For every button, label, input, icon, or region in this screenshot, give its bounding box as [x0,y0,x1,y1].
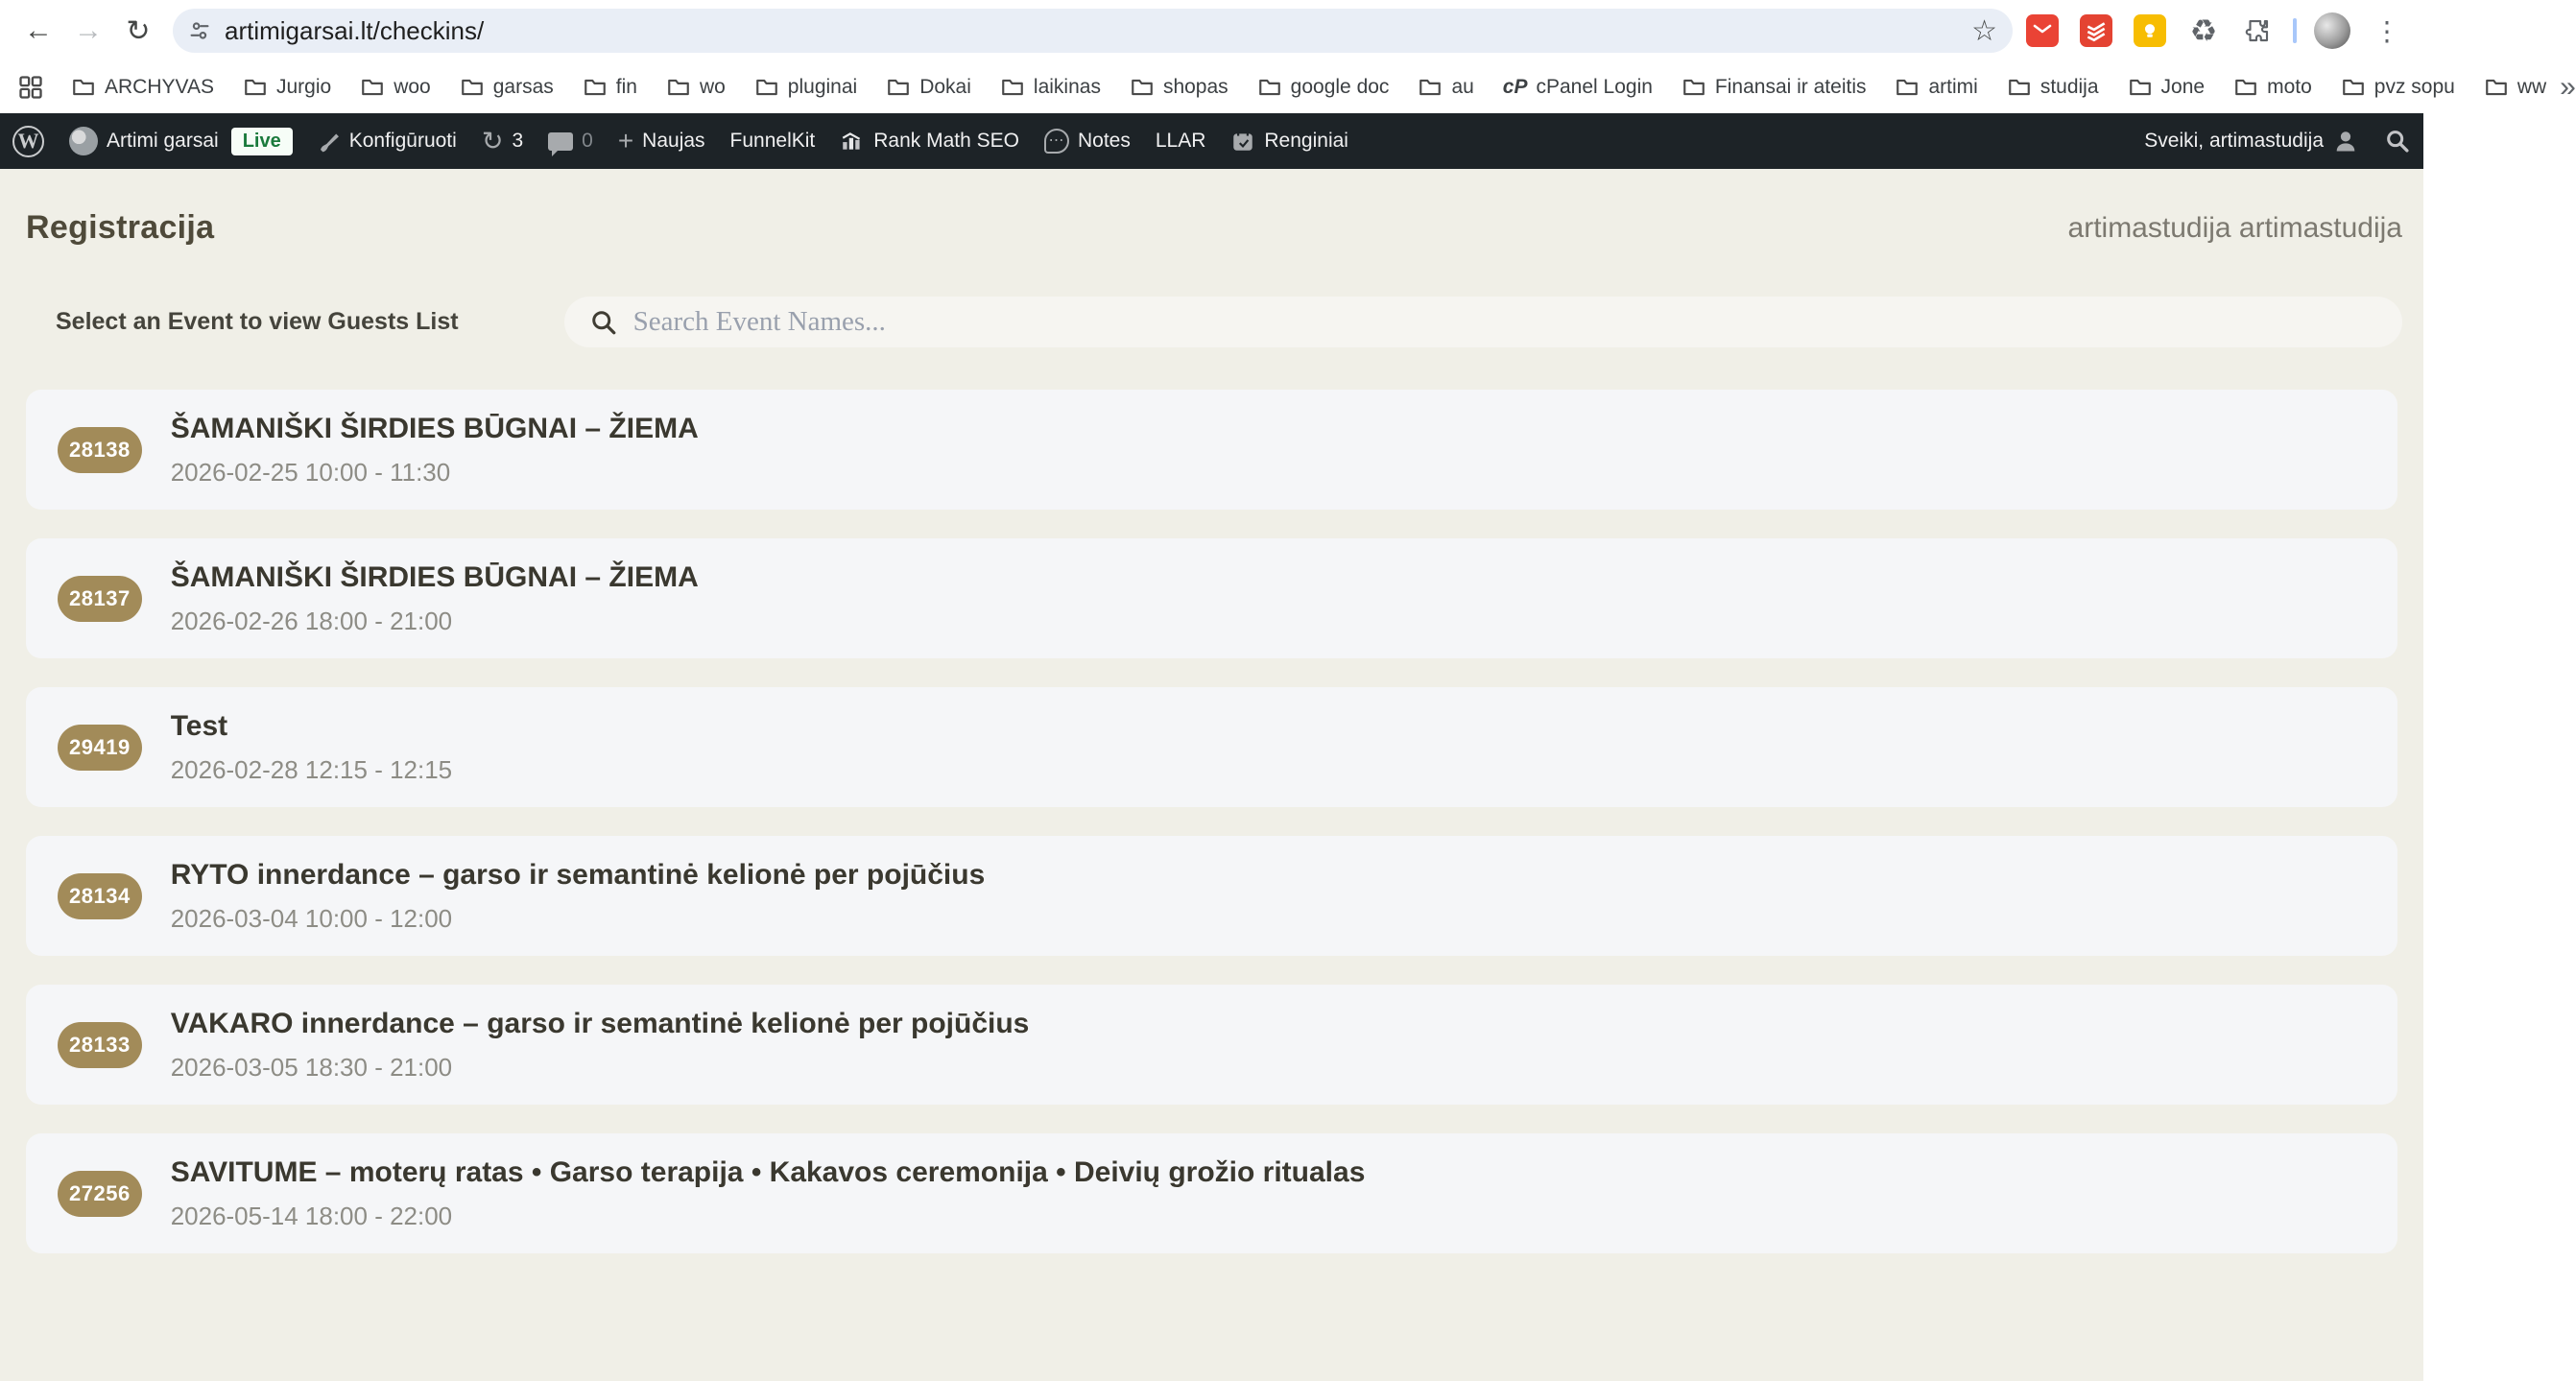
bookmark-item[interactable] [2128,75,2206,100]
updates-icon: ↻ [481,126,504,155]
gmail-extension-icon[interactable] [2024,12,2061,49]
event-id-badge: 28134 [58,873,142,919]
updates-count: 3 [512,130,524,152]
event-list [26,390,2397,1253]
updates-menu[interactable] [469,113,536,169]
toolbar-separator [2293,18,2297,43]
browser-toolbar [0,0,2423,61]
event-card[interactable] [26,1133,2397,1253]
rankmath-label: Rank Math SEO [873,130,1019,152]
bookmark-label: artimi [1928,76,1978,98]
event-search-input[interactable] [564,297,2402,347]
event-search-row [0,297,2423,347]
event-title: SAVITUME – moterų ratas • Garso terapija • Kakavos ceremonija • Deivių grožio ritualas [170,1155,1366,1188]
admin-search-icon [2384,128,2411,155]
bookmark-item[interactable] [360,75,431,100]
comments-icon [548,132,573,151]
bookmark-label: google doc [1290,76,1390,98]
brush-icon [318,130,341,153]
bookmark-label: Jone [2160,76,2206,98]
llar-label: LLAR [1155,130,1206,152]
event-body [171,859,986,934]
logged-in-user-name: artimastudija artimastudija [2067,211,2402,244]
event-time: 2026-02-26 18:00 - 21:00 [170,606,453,635]
renginiai-label: Renginiai [1264,130,1348,152]
funnelkit-menu[interactable] [718,113,828,169]
comments-menu[interactable] [536,113,606,169]
greeting-label: Sveiki, artimastudija [2144,130,2324,152]
extensions-area [2024,12,2410,49]
select-event-label: Select an Event to view Guests List [56,308,459,335]
customize-menu[interactable] [305,113,469,169]
search-field-wrap [564,297,2402,347]
bookmark-item[interactable] [666,75,726,100]
bookmark-item[interactable] [754,75,857,100]
notes-icon: ⋯ [1044,129,1069,154]
bookmark-item[interactable] [1682,75,1867,100]
bookmark-label: pvz sopu [2373,76,2455,98]
wordpress-logo-icon: W [12,126,44,157]
site-name-menu[interactable] [57,113,305,169]
bookmark-item[interactable] [1130,75,1228,100]
bookmark-item[interactable] [2007,75,2099,100]
event-time: 2026-05-14 18:00 - 22:00 [170,1201,453,1230]
bookmarks-list [71,75,2546,100]
bookmarks-overflow-chevron[interactable]: » [2560,71,2576,103]
bookmark-item[interactable] [1895,75,1977,100]
event-title: Test [170,709,228,742]
browser-menu-icon[interactable]: ⋮ [2373,15,2400,46]
bookmark-label: moto [2267,76,2312,98]
bookmark-label: au [1451,76,1474,98]
event-body [171,413,699,488]
event-card[interactable] [26,836,2397,956]
event-time: 2026-02-25 10:00 - 11:30 [170,457,451,487]
bookmark-label: Jurgio [275,76,332,98]
url-bar[interactable] [173,9,2013,53]
bookmark-label: ARCHYVAS [105,76,214,98]
bookmark-label: woo [394,76,431,98]
google-keep-extension-icon[interactable] [2132,12,2168,49]
event-body [171,1156,1366,1231]
bookmark-item[interactable] [2341,75,2455,100]
cpanel-icon: cP [1502,76,1528,98]
event-card[interactable] [26,538,2397,658]
new-label: Naujas [642,130,705,152]
calendar-icon [1230,129,1255,154]
bookmark-item[interactable] [460,75,554,100]
live-badge: Live [231,128,293,155]
bookmark-label: garsas [492,76,554,98]
bookmark-label: pluginai [787,76,858,98]
recycle-extension-icon[interactable]: ♻ [2189,13,2218,48]
event-id-badge: 27256 [58,1171,142,1217]
event-id-badge: 28138 [58,427,142,473]
wp-admin-bar [0,113,2423,169]
admin-bar-right [2132,113,2423,169]
back-button[interactable]: ← [24,14,53,46]
my-account-menu[interactable] [2132,113,2372,169]
todoist-extension-icon[interactable] [2078,12,2114,49]
notes-label: Notes [1078,130,1131,152]
event-card[interactable] [26,687,2397,807]
bookmark-label: ww [2516,76,2547,98]
bookmark-item[interactable] [71,75,214,100]
event-title: RYTO innerdance – garso ir semantinė kelionė per pojūčius [170,858,986,891]
event-body [171,561,699,636]
bookmark-item[interactable] [583,75,637,100]
event-card[interactable] [26,985,2397,1105]
event-title: VAKARO innerdance – garso ir semantinė kelionė per pojūčius [170,1007,1030,1039]
event-time: 2026-03-05 18:30 - 21:00 [170,1052,453,1082]
admin-search[interactable] [2372,113,2423,169]
bookmark-label: shopas [1162,76,1228,98]
rankmath-chart-icon [840,129,865,154]
profile-avatar[interactable] [2314,12,2350,49]
bookmarks-bar [0,61,2576,113]
event-title: ŠAMANIŠKI ŠIRDIES BŪGNAI – ŽIEMA [170,560,699,593]
event-id-badge: 28133 [58,1022,142,1068]
bookmark-item[interactable] [886,75,971,100]
page-header [0,188,2423,247]
reload-button[interactable]: ↻ [126,14,151,47]
plus-icon: + [617,126,634,155]
new-content-menu[interactable] [606,113,718,169]
bookmark-label: Finansai ir ateitis [1714,76,1867,98]
event-id-badge: 29419 [58,725,142,771]
event-time: 2026-02-28 12:15 - 12:15 [170,754,453,784]
wp-logo-menu[interactable] [0,113,57,169]
bookmark-item-cpanel[interactable] [1503,76,1653,99]
event-body [171,1008,1030,1083]
event-card[interactable] [26,390,2397,510]
bookmark-item[interactable] [1418,75,1473,100]
site-favicon-icon [69,127,98,155]
user-icon [2332,128,2359,155]
checkins-page [0,169,2423,1381]
bookmark-item[interactable] [2233,75,2312,100]
apps-grid-icon[interactable] [17,74,44,101]
bookmark-item[interactable] [2484,75,2546,100]
bookmark-item[interactable] [1257,75,1390,100]
event-id-badge: 28137 [58,576,142,622]
url-text[interactable]: artimigarsai.lt/checkins/ [225,15,485,45]
event-time: 2026-03-04 10:00 - 12:00 [170,903,453,933]
search-icon [589,308,618,337]
page-title: Registracija [26,209,215,246]
bookmark-label: fin [615,76,637,98]
bookmark-label: cPanel Login [1536,76,1653,98]
rankmath-menu[interactable] [827,113,1032,169]
event-title: ŠAMANIŠKI ŠIRDIES BŪGNAI – ŽIEMA [170,412,699,444]
site-name-label: Artimi garsai [107,130,219,152]
customize-label: Konfigūruoti [348,130,457,152]
renginiai-menu[interactable] [1218,113,1361,169]
bookmark-item[interactable] [243,75,331,100]
notes-menu[interactable] [1032,113,1143,169]
forward-button[interactable]: → [74,14,103,46]
llar-menu[interactable] [1143,113,1219,169]
bookmark-label: laikinas [1033,76,1101,98]
extensions-puzzle-icon[interactable] [2239,12,2276,49]
bookmark-label: Dokai [919,76,971,98]
site-info-icon[interactable] [188,19,211,42]
bookmark-label: wo [699,76,726,98]
comments-count: 0 [582,130,593,152]
bookmark-label: studija [2039,76,2099,98]
bookmark-item[interactable] [1000,75,1101,100]
event-body [171,710,452,785]
funnelkit-label: FunnelKit [729,130,816,152]
bookmark-star-icon[interactable]: ☆ [1971,14,1997,47]
